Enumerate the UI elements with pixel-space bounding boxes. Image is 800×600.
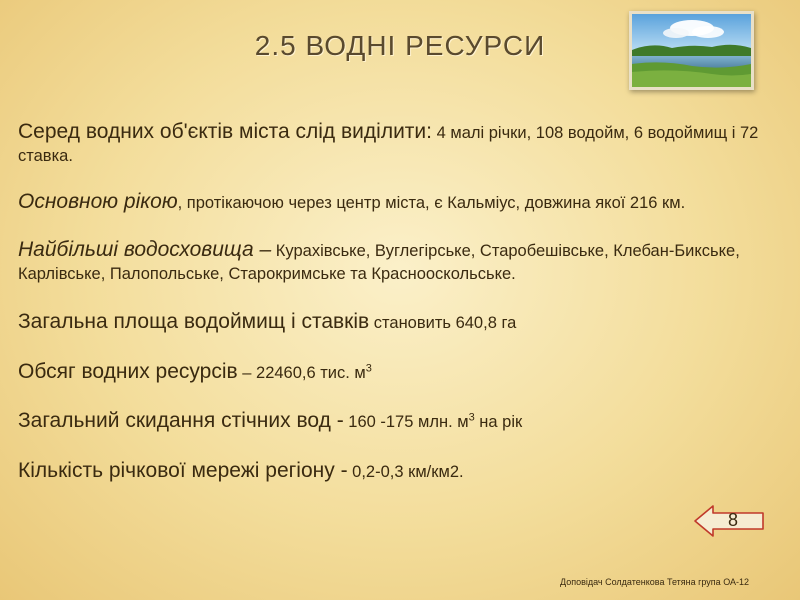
paragraph-river-network [18, 457, 778, 485]
paragraph-text: 0,2-0,3 км/км2. [347, 463, 464, 482]
paragraph-wastewater [18, 407, 778, 435]
paragraph-text: Курахівське, Вуглегірське, Старобешівське, Клебан-Бикське, Карлівське, Палопольське, Старокримське та Краснооскольське. [18, 241, 740, 283]
superscript: 3 [468, 412, 475, 425]
paragraph-reservoirs [18, 236, 778, 286]
page-number[interactable]: 8 [727, 510, 738, 530]
paragraph-water-volume [18, 358, 778, 386]
paragraph-text: 160 -175 млн. м [343, 413, 469, 432]
paragraph-lead: Найбільші водосховища – [18, 237, 272, 261]
paragraph-lead: Загальний скидання стічних вод - [18, 409, 344, 433]
paragraph-text: становить 640,8 га [369, 313, 517, 332]
paragraph-text-tail: на рік [474, 413, 523, 432]
paragraph-text: – 22460,6 тис. м [237, 363, 366, 382]
paragraph-text: , протікаючою через центр міста, є Кальміус, довжина якої 216 км. [177, 193, 686, 212]
paragraph-lead: Кількість річкової мережі регіону - [18, 459, 348, 483]
paragraph-lead: Основною рікою [18, 189, 178, 213]
presenter-footer: Доповідач Солдатенкова Тетяна група ОА-12 [560, 577, 750, 587]
paragraph-water-objects [18, 118, 778, 168]
paragraph-text: 4 малі річки, 108 водойм, 6 водоймищ і 72 ставка. [18, 124, 759, 165]
superscript: 3 [365, 362, 372, 375]
paragraph-lead: Обсяг водних ресурсів [18, 359, 238, 383]
river-landscape-photo [629, 11, 754, 90]
slide-body [18, 118, 778, 485]
slide-title: 2.5 ВОДНІ РЕСУРСИ [254, 30, 546, 61]
paragraph-lead: Серед водних об'єктів міста слід виділити: [18, 120, 432, 143]
paragraph-total-area [18, 308, 778, 336]
paragraph-lead: Загальна площа водоймищ і ставків [18, 309, 370, 333]
paragraph-main-river [18, 188, 778, 216]
